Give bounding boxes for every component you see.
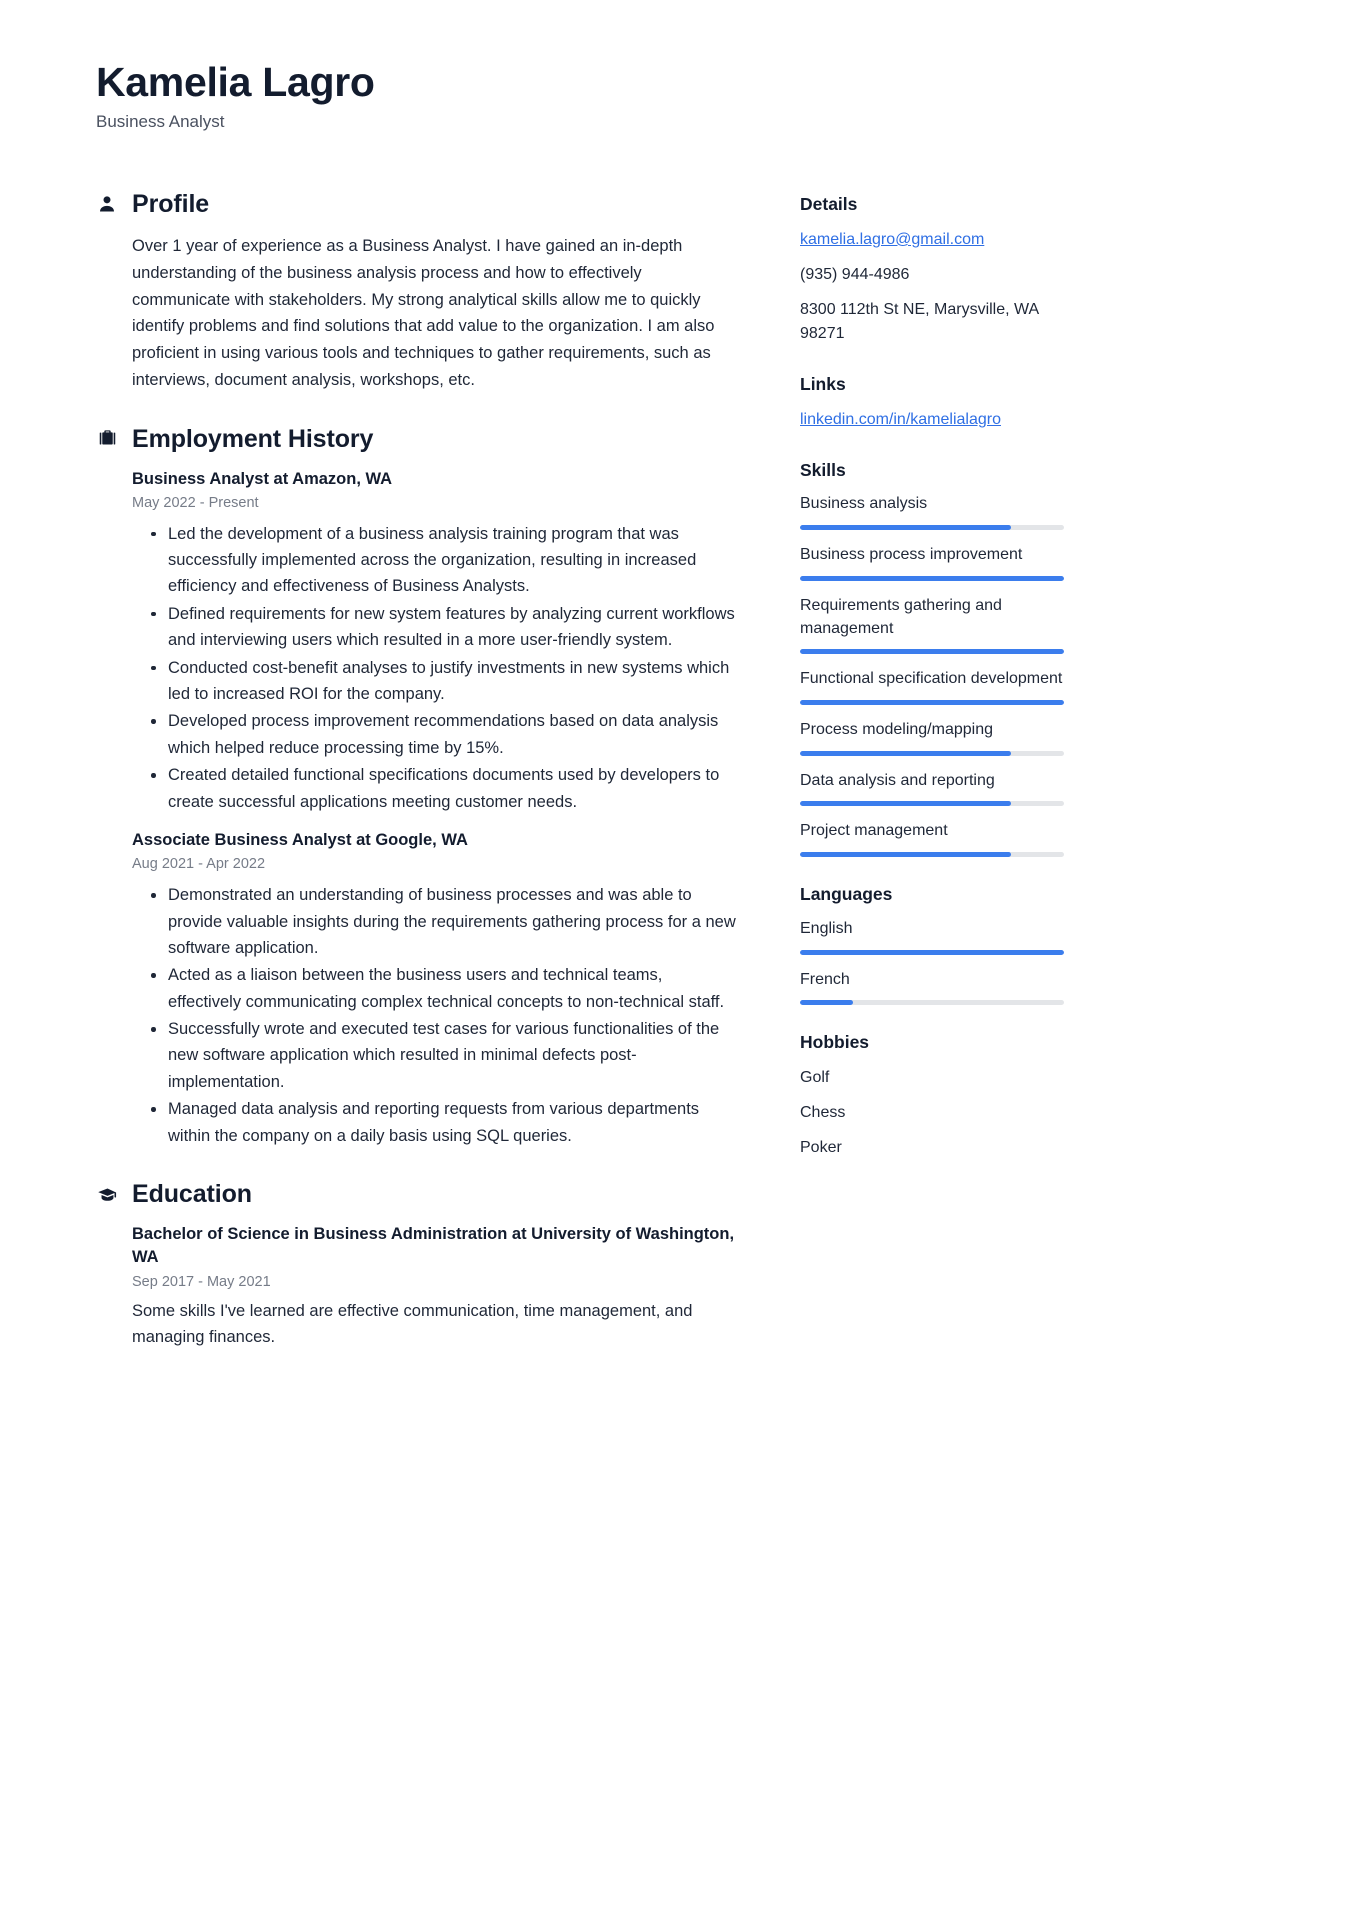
skill-row xyxy=(800,595,1072,654)
skill-row xyxy=(800,668,1072,705)
sidebar-details xyxy=(800,193,1072,347)
skill-level-bar xyxy=(800,801,1064,806)
education-entry-title: Bachelor of Science in Business Administration at University of Washington, WA xyxy=(132,1225,735,1267)
section-education-header xyxy=(96,1179,736,1209)
list-item: Acted as a liaison between the business users and technical teams, effectively communicating complex technical concepts to non-technical staff. xyxy=(168,962,736,1015)
section-profile-title: Profile xyxy=(132,190,210,219)
sidebar-languages xyxy=(800,883,1072,1005)
sidebar-details-title: Details xyxy=(800,194,858,215)
sidebar-skills-title: Skills xyxy=(800,459,846,480)
hobby-item: Poker xyxy=(800,1138,842,1156)
list-item: Conducted cost-benefit analyses to justify investments in new systems which led to increased ROI for the company. xyxy=(168,655,736,708)
email-link[interactable]: kamelia.lagro@gmail.com xyxy=(800,230,985,248)
language-level-bar xyxy=(800,950,1064,955)
section-profile xyxy=(96,189,736,393)
skill-level-bar xyxy=(800,852,1064,857)
language-label: French xyxy=(800,970,850,988)
skill-level-bar xyxy=(800,751,1064,756)
list-item: Demonstrated an understanding of business processes and was able to provide valuable insights during the requirements gathering process for a new software application. xyxy=(168,882,736,961)
skill-label: Data analysis and reporting xyxy=(800,771,995,789)
language-row xyxy=(800,969,1072,1006)
employment-entry-title: Associate Business Analyst at Google, WA xyxy=(132,830,468,849)
language-level-fill xyxy=(800,1000,853,1005)
employment-entry-bullets xyxy=(132,882,736,1149)
skill-level-fill xyxy=(800,700,1064,705)
section-employment xyxy=(96,424,736,1150)
list-item: Successfully wrote and executed test cases for various functionalities of the new software application which resulted in minimal defects post-implementation. xyxy=(168,1016,736,1095)
resume-header xyxy=(96,60,1270,133)
candidate-name: Kamelia Lagro xyxy=(96,59,375,105)
section-education-body xyxy=(96,1223,736,1351)
linkedin-link[interactable]: linkedin.com/in/kamelialagro xyxy=(800,410,1001,428)
section-education-title: Education xyxy=(132,1180,252,1209)
candidate-job-title: Business Analyst xyxy=(96,112,225,132)
education-entry-description: Some skills I've learned are effective communication, time management, and managing finances. xyxy=(132,1301,693,1347)
hobby-item: Chess xyxy=(800,1103,846,1121)
skill-row xyxy=(800,493,1072,530)
education-entry-date: Sep 2017 - May 2021 xyxy=(132,1273,271,1290)
list-item: Managed data analysis and reporting requests from various departments within the company on a daily basis using SQL queries. xyxy=(168,1096,736,1149)
skill-row xyxy=(800,544,1072,581)
sidebar-hobbies-title: Hobbies xyxy=(800,1032,870,1053)
skill-label: Business analysis xyxy=(800,495,928,513)
section-employment-header xyxy=(96,424,736,454)
profile-text: Over 1 year of experience as a Business Analyst. I have gained an in-depth understanding of the business analysis process and how to effectively communicate with stakeholders. My strong analytical skills allow me to quickly identify problems and find solutions that add value to the organization. I am also proficient in using various tools and techniques to gather requirements, such as interviews, document analysis, workshops, etc. xyxy=(132,237,715,389)
education-entry xyxy=(132,1223,736,1351)
address: 8300 112th St NE, Marysville, WA 98271 xyxy=(800,300,1039,343)
employment-entry xyxy=(132,829,736,876)
briefcase-icon xyxy=(96,428,118,450)
section-employment-title: Employment History xyxy=(132,424,374,453)
language-level-fill xyxy=(800,950,1064,955)
skill-level-bar xyxy=(800,700,1064,705)
language-row xyxy=(800,918,1072,955)
employment-entry-date: May 2022 - Present xyxy=(132,494,259,511)
list-item: Defined requirements for new system features by analyzing current workflows and interviewing users which resulted in a more user-friendly system. xyxy=(168,601,736,654)
skill-level-fill xyxy=(800,525,1011,530)
sidebar-languages-title: Languages xyxy=(800,884,893,905)
sidebar-skills xyxy=(800,459,1072,858)
employment-entry-title: Business Analyst at Amazon, WA xyxy=(132,469,393,488)
skill-label: Requirements gathering and management xyxy=(800,596,1002,637)
skill-level-fill xyxy=(800,576,1064,581)
skill-label: Process modeling/mapping xyxy=(800,721,993,739)
skill-label: Functional specification development xyxy=(800,670,1063,688)
sidebar-links xyxy=(800,373,1072,433)
section-profile-body xyxy=(96,233,736,393)
skill-row xyxy=(800,820,1072,857)
graduation-cap-icon xyxy=(96,1183,118,1205)
employment-entry-date: Aug 2021 - Apr 2022 xyxy=(132,856,266,873)
skill-row xyxy=(800,770,1072,807)
skill-level-fill xyxy=(800,801,1011,806)
resume-columns xyxy=(96,189,1270,1381)
list-item: Created detailed functional specifications documents used by developers to create successful applications meeting customer needs. xyxy=(168,762,736,815)
skill-level-bar xyxy=(800,525,1064,530)
language-label: English xyxy=(800,919,853,937)
skill-row xyxy=(800,719,1072,756)
skill-level-bar xyxy=(800,649,1064,654)
person-icon xyxy=(96,193,118,215)
sidebar-links-title: Links xyxy=(800,374,846,395)
skill-level-fill xyxy=(800,852,1011,857)
skill-label: Business process improvement xyxy=(800,546,1023,564)
sidebar-hobbies xyxy=(800,1031,1072,1160)
hobby-item: Golf xyxy=(800,1069,830,1087)
skill-level-bar xyxy=(800,576,1064,581)
section-education xyxy=(96,1179,736,1351)
main-column xyxy=(96,189,736,1381)
list-item: Led the development of a business analysis training program that was successfully implemented across the organization, resulting in increased efficiency and effectiveness of Business Analysts. xyxy=(168,521,736,600)
skill-label: Project management xyxy=(800,822,948,840)
skill-level-fill xyxy=(800,649,1064,654)
list-item: Developed process improvement recommendations based on data analysis which helped reduce processing time by 15%. xyxy=(168,708,736,761)
section-profile-header xyxy=(96,189,736,219)
section-employment-body xyxy=(96,468,736,1150)
sidebar-column xyxy=(800,189,1072,1186)
employment-entry-bullets xyxy=(132,521,736,815)
language-level-bar xyxy=(800,1000,1064,1005)
employment-entry xyxy=(132,468,736,515)
phone-number: (935) 944-4986 xyxy=(800,265,910,283)
skill-level-fill xyxy=(800,751,1011,756)
